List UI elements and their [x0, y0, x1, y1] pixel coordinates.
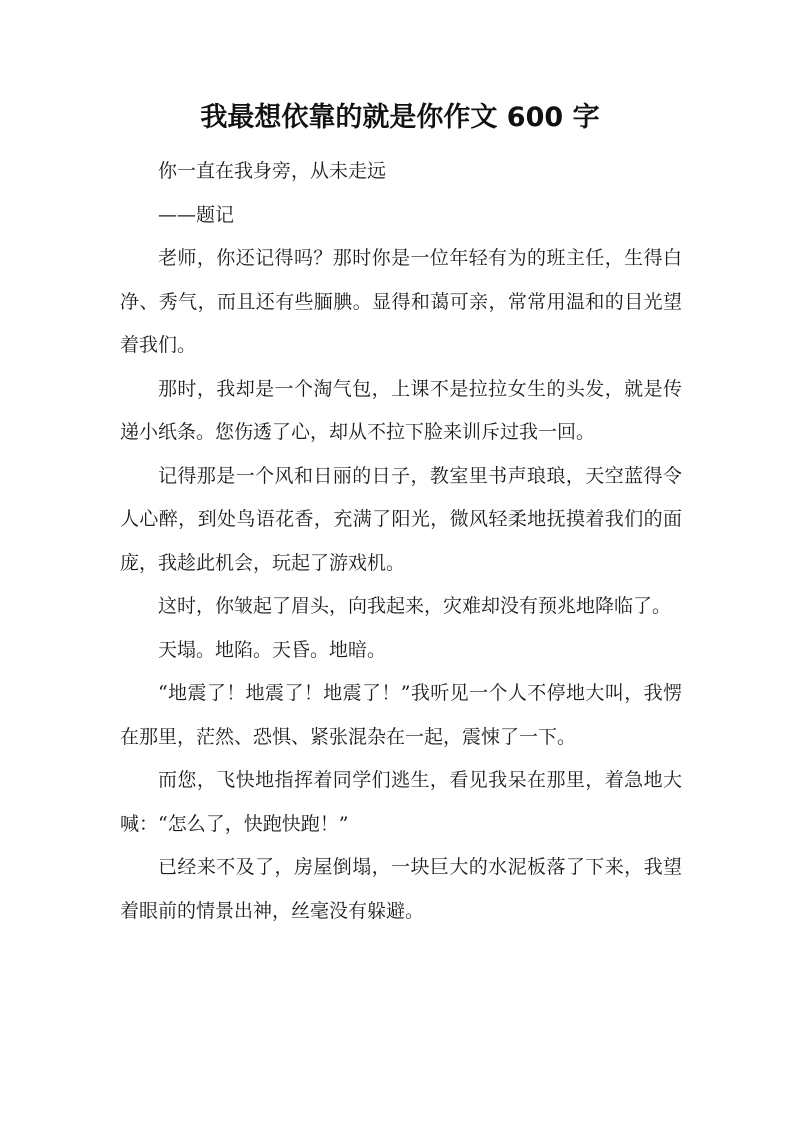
paragraph: 已经来不及了，房屋倒塌，一块巨大的水泥板落了下来，我望着眼前的情景出神，丝毫没有躲避。: [120, 856, 682, 922]
paragraph: 天塌。地陷。天昏。地暗。: [158, 638, 387, 661]
paragraph: 老师，你还记得吗？那时你是一位年轻有为的班主任，生得白净、秀气，而且还有些腼腆。显得和蔼可亲，常常用温和的目光望着我们。: [120, 247, 682, 356]
document-body: [120, 150, 682, 933]
paragraph: 而您，飞快地指挥着同学们逃生，看见我呆在那里，着急地大喊：“怎么了，快跑快跑！”: [120, 769, 682, 835]
paragraph: 你一直在我身旁，从未走远: [158, 160, 387, 182]
paragraph: 记得那是一个风和日丽的日子，教室里书声琅琅，天空蓝得令人心醉，到处鸟语花香，充满了阳光，微风轻柔地抚摸着我们的面庞，我趁此机会，玩起了游戏机。: [120, 464, 682, 574]
paragraph: ——题记: [158, 203, 235, 226]
paragraph: 这时，你皱起了眉头，向我起来，灾难却没有预兆地降临了。: [158, 595, 672, 617]
paragraph: “地震了！地震了！地震了！”我听见一个人不停地大叫，我愣在那里，茫然、恐惧、紧张混杂在一起，震悚了一下。: [120, 682, 682, 748]
document-title: 我最想依靠的就是你作文 600 字: [200, 102, 600, 133]
paragraph: 那时，我却是一个淘气包，上课不是拉拉女生的头发，就是传递小纸条。您伤透了心，却从不拉下脸来训斥过我一回。: [120, 377, 682, 443]
